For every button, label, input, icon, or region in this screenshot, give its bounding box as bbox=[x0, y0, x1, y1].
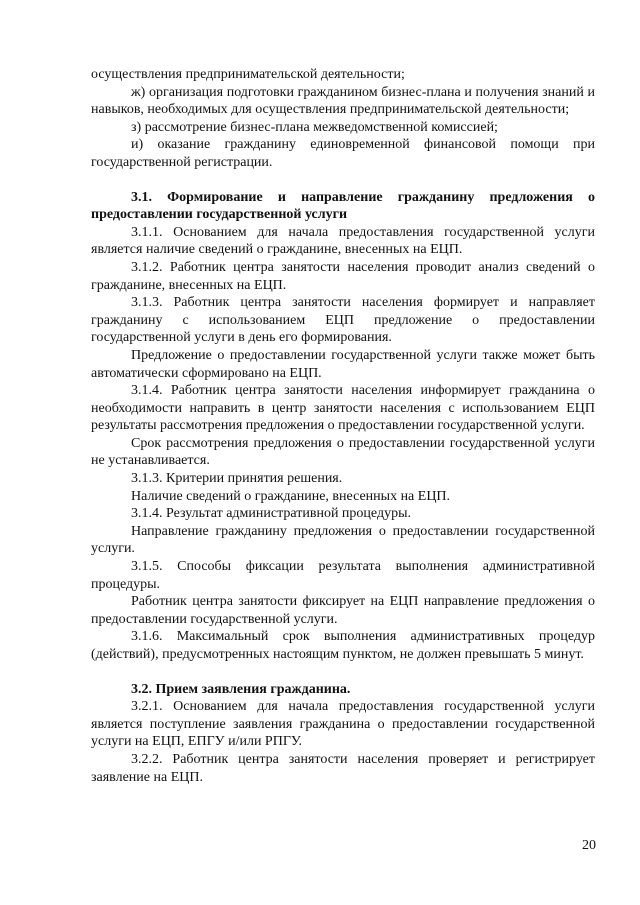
paragraph-continuation: осуществления предпринимательской деятельности; bbox=[91, 67, 405, 82]
paragraph-3-1-4: 3.1.4. Работник центра занятости населения информирует гражданина о необходимости направить в центр занятости населения с использованием ЕЦП результаты рассмотрения предложения о предоставлении государственной услуги. bbox=[91, 383, 595, 434]
paragraph-criteria-heading: 3.1.3. Критерии принятия решения. bbox=[131, 471, 343, 487]
paragraph-result: Направление гражданину предложения о предоставлении государственной услуги. bbox=[91, 523, 595, 557]
paragraph-3-1-1: 3.1.1. Основанием для начала предоставления государственной услуги является наличие сведений о гражданине, внесенных на ЕЦП. bbox=[91, 224, 595, 258]
paragraph-3-1-5: 3.1.5. Способы фиксации результата выполнения административной процедуры. bbox=[91, 559, 595, 592]
section-heading-3-1: 3.1. Формирование и направление гражданину предложения о предоставлении государственной услуги bbox=[91, 189, 595, 223]
paragraph-review-term: Срок рассмотрения предложения о предоставлении государственной услуги не устанавливается. bbox=[91, 435, 595, 469]
document-page bbox=[91, 66, 595, 786]
paragraph-auto-formed: Предложение о предоставлении государственной услуги также может быть автоматически сформировано на ЕЦП. bbox=[91, 347, 595, 381]
paragraph-3-1-6: 3.1.6. Максимальный срок выполнения административных процедур (действий), предусмотренных настоящим пунктом, не должен превышать 5 минут. bbox=[91, 629, 595, 662]
list-item-z: з) рассмотрение бизнес-плана межведомственной комиссией; bbox=[131, 119, 498, 135]
list-item-zh: ж) организация подготовки гражданином бизнес-плана и получения знаний и навыков, необходимых для осуществления предпринимательской деятельности; bbox=[91, 84, 595, 118]
paragraph-fixation: Работник центра занятости фиксирует на ЕЦП направление предложения о предоставлении государственной услуги. bbox=[91, 594, 595, 627]
paragraph-result-heading: 3.1.4. Результат административной процедуры. bbox=[131, 506, 411, 522]
page-number: 20 bbox=[582, 838, 596, 853]
paragraph-3-2-1: 3.2.1. Основанием для начала предоставления государственной услуги является поступление заявления гражданина о предоставлении государственной услуги на ЕЦП, ЕПГУ и/или РПГУ. bbox=[91, 699, 595, 750]
paragraph-criteria: Наличие сведений о гражданине, внесенных на ЕЦП. bbox=[131, 488, 451, 504]
paragraph-3-1-3: 3.1.3. Работник центра занятости населения формирует и направляет гражданину с использованием ЕЦП предложение о предоставлении государственной услуги в день его формирования. bbox=[91, 295, 595, 346]
paragraph-3-1-2: 3.1.2. Работник центра занятости населения проводит анализ сведений о гражданине, внесенных на ЕЦП. bbox=[91, 259, 595, 293]
paragraph-3-2-2: 3.2.2. Работник центра занятости населения проверяет и регистрирует заявление на ЕЦП. bbox=[91, 751, 595, 785]
section-heading-3-2: 3.2. Прием заявления гражданина. bbox=[131, 681, 351, 697]
list-item-i: и) оказание гражданину единовременной финансовой помощи при государственной регистрации. bbox=[91, 137, 595, 170]
